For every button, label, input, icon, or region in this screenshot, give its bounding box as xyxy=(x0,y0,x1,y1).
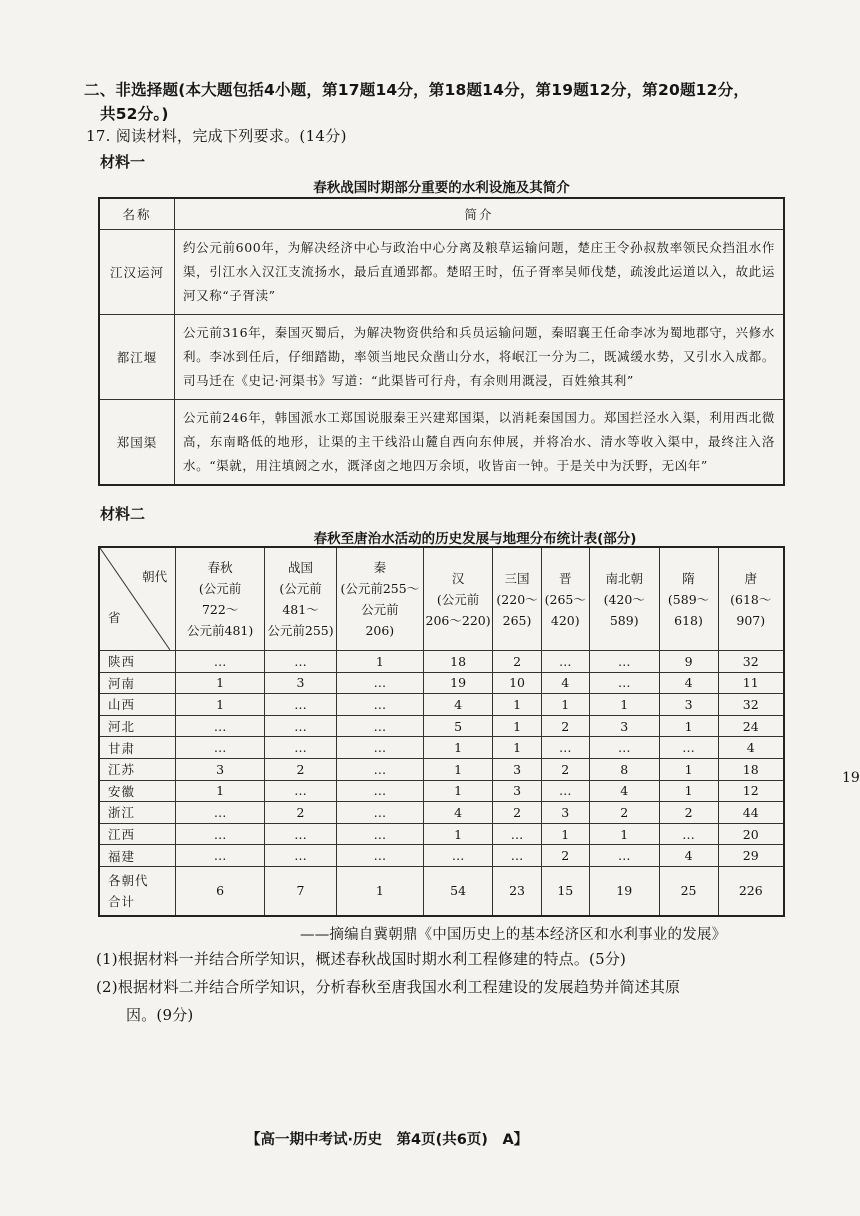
table1-header-row xyxy=(99,198,784,230)
table2-header-row xyxy=(99,547,784,651)
province-cell: 浙江 xyxy=(99,802,176,824)
count-cell: 5 xyxy=(423,715,493,737)
dynasty-header-line: 722～ xyxy=(201,602,239,617)
count-cell: 1 xyxy=(589,823,659,845)
total-cell: 54 xyxy=(423,866,493,916)
count-cell: … xyxy=(336,694,423,716)
table2-caption: 春秋至唐治水活动的历史发展与地理分布统计表(部分) xyxy=(313,531,637,547)
total-cell: 7 xyxy=(265,866,337,916)
dynasty-header-line: 战国 xyxy=(288,560,314,575)
section-heading-line2: 共52分。) xyxy=(100,105,169,123)
count-cell: 2 xyxy=(659,802,718,824)
table-row xyxy=(99,672,784,694)
table-row xyxy=(99,230,784,315)
count-cell: 18 xyxy=(718,758,784,780)
table-row xyxy=(99,780,784,802)
count-cell: … xyxy=(265,780,337,802)
count-cell: … xyxy=(176,737,265,759)
dynasty-header-line: 589) xyxy=(609,612,639,628)
count-cell: 44 xyxy=(718,802,784,824)
table-row xyxy=(99,845,784,867)
total-cell: 1 xyxy=(336,866,423,916)
corner-diagonal-line xyxy=(100,548,170,650)
dynasty-header-line: (420～ xyxy=(603,591,645,607)
count-cell: … xyxy=(336,758,423,780)
count-cell: 1 xyxy=(423,737,493,759)
dynasty-header-line: 907) xyxy=(736,612,766,628)
count-cell: 1 xyxy=(423,758,493,780)
total-cell: 23 xyxy=(493,866,541,916)
count-cell: … xyxy=(493,845,541,867)
dynasty-header xyxy=(493,547,541,651)
count-cell: … xyxy=(336,802,423,824)
dynasty-header-line: 晋 xyxy=(559,570,572,586)
dynasty-header xyxy=(336,547,423,651)
count-cell: 19 xyxy=(423,672,493,694)
count-cell: … xyxy=(176,823,265,845)
count-cell: … xyxy=(265,694,337,716)
table-row xyxy=(99,737,784,759)
province-cell: 河北 xyxy=(99,715,176,737)
count-cell: 20 xyxy=(718,823,784,845)
count-cell: 1 xyxy=(659,780,718,802)
count-cell: … xyxy=(589,737,659,759)
count-cell: … xyxy=(336,780,423,802)
province-cell: 甘肃 xyxy=(99,737,176,759)
count-cell: … xyxy=(541,737,589,759)
count-cell: 1 xyxy=(176,780,265,802)
section-heading xyxy=(84,78,799,126)
count-cell: 29 xyxy=(718,845,784,867)
total-cell: 15 xyxy=(541,866,589,916)
count-cell: … xyxy=(336,845,423,867)
count-cell: 2 xyxy=(493,802,541,824)
project-name: 江汉运河 xyxy=(99,230,175,315)
dynasty-header-line: (589～ xyxy=(667,591,710,607)
province-cell: 福建 xyxy=(99,845,176,867)
province-cell: 河南 xyxy=(99,672,176,694)
total-label-line: 各朝代 xyxy=(108,872,149,888)
dynasty-header xyxy=(265,547,337,651)
count-cell: 4 xyxy=(659,845,718,867)
page-footer: 【高一期中考试·历史 第4页(共6页) A】 xyxy=(246,1132,529,1148)
table-row xyxy=(99,802,784,824)
count-cell: 3 xyxy=(493,758,541,780)
count-cell: 4 xyxy=(659,672,718,694)
dynasty-header xyxy=(176,547,265,651)
count-cell: 1 xyxy=(493,737,541,759)
question-17: 17. 阅读材料，完成下列要求。(14分) xyxy=(86,127,347,145)
table-row xyxy=(99,758,784,780)
province-cell: 江西 xyxy=(99,823,176,845)
dynasty-header-line: 春秋 xyxy=(207,560,233,575)
dynasty-header-line: 206) xyxy=(365,623,395,638)
count-cell: 3 xyxy=(541,802,589,824)
count-cell: … xyxy=(423,845,493,867)
table-row xyxy=(99,694,784,716)
dynasty-header-line: 公元前255) xyxy=(267,623,334,638)
count-cell: 4 xyxy=(541,672,589,694)
table2-corner-cell xyxy=(99,547,176,651)
count-cell: … xyxy=(589,651,659,673)
dynasty-header xyxy=(659,547,718,651)
table1-header-name: 名称 xyxy=(99,198,175,230)
dynasty-header-line: (公元前 xyxy=(279,581,322,596)
table-row xyxy=(99,823,784,845)
count-cell: 4 xyxy=(423,802,493,824)
sub-question-1: (1)根据材料一并结合所学知识，概述春秋战国时期水利工程修建的特点。(5分) xyxy=(96,950,627,968)
count-cell: 1 xyxy=(541,823,589,845)
count-cell: 3 xyxy=(589,715,659,737)
count-cell: 2 xyxy=(541,845,589,867)
count-cell: 8 xyxy=(589,758,659,780)
count-cell: … xyxy=(336,672,423,694)
count-cell: 9 xyxy=(659,651,718,673)
table-water-projects xyxy=(98,197,785,486)
source-citation: ——摘编自冀朝鼎《中国历史上的基本经济区和水利事业的发展》 xyxy=(300,927,727,943)
dynasty-header-line: 秦 xyxy=(373,560,387,575)
count-cell: 24 xyxy=(718,715,784,737)
dynasty-header-line: (265～ xyxy=(544,591,586,607)
count-cell: 4 xyxy=(718,737,784,759)
table-water-statistics xyxy=(98,546,785,917)
dynasty-header-line: 南北朝 xyxy=(605,570,643,586)
count-cell: … xyxy=(265,737,337,759)
material-two-label: 材料二 xyxy=(100,505,146,523)
dynasty-header-line: 公元前 xyxy=(361,602,399,617)
dynasty-header-line: 265) xyxy=(502,612,532,628)
count-cell: … xyxy=(541,780,589,802)
project-description: 约公元前600年，为解决经济中心与政治中心分离及粮草运输问题，楚庄王令孙叔敖率领民众挡沮水作渠，引江水入汉江支流扬水，最后直通郢都。楚昭王时，伍子胥率吴师伐楚，疏浚此运道以入，故此运河又称“子胥渎” xyxy=(175,230,785,315)
dynasty-header-line: 481～ xyxy=(282,602,319,617)
dynasty-header-line: (公元前 xyxy=(198,581,242,596)
province-cell: 山西 xyxy=(99,694,176,716)
count-cell: 4 xyxy=(589,780,659,802)
count-cell: 2 xyxy=(265,802,337,824)
dynasty-header-line: 618) xyxy=(674,612,703,628)
material-one-label: 材料一 xyxy=(100,153,146,171)
count-cell: 3 xyxy=(265,672,337,694)
project-description: 公元前246年，韩国派水工郑国说服秦王兴建郑国渠，以消耗秦国国力。郑国拦泾水入渠，利用西北微高，东南略低的地形，让渠的主干线沿山麓自西向东伸展，并将冶水、清水等收入渠中，最终注入洛水。“渠就，用注填阏之水，溉泽卤之地四万余顷，收皆亩一钟。于是关中为沃野，无凶年” xyxy=(175,400,785,486)
count-cell: … xyxy=(589,672,659,694)
total-label xyxy=(99,866,176,916)
count-cell: … xyxy=(176,715,265,737)
total-cell: 25 xyxy=(659,866,718,916)
total-cell: 226 xyxy=(718,866,784,916)
project-name: 都江堰 xyxy=(99,315,175,400)
count-cell: … xyxy=(336,737,423,759)
province-cell: 陕西 xyxy=(99,651,176,673)
section-heading-line1: 二、非选择题(本大题包括4小题，第17题14分，第18题14分，第19题12分，第20题12分， xyxy=(84,81,750,99)
dynasty-header xyxy=(541,547,589,651)
corner-dynasty-label: 朝代 xyxy=(142,569,168,584)
dynasty-header-line: 唐 xyxy=(744,570,758,586)
count-cell: … xyxy=(659,823,718,845)
count-cell: 1 xyxy=(176,672,265,694)
dynasty-header xyxy=(718,547,784,651)
count-cell: 1 xyxy=(589,694,659,716)
count-cell: 2 xyxy=(589,802,659,824)
count-cell: … xyxy=(336,715,423,737)
count-cell: … xyxy=(265,845,337,867)
count-cell: … xyxy=(659,737,718,759)
count-cell: 1 xyxy=(493,694,541,716)
total-label-line: 合计 xyxy=(108,893,136,909)
dynasty-header-line: 206～220) xyxy=(425,612,491,628)
count-cell: 2 xyxy=(265,758,337,780)
count-cell: 10 xyxy=(493,672,541,694)
table-row xyxy=(99,651,784,673)
count-cell: 1 xyxy=(493,715,541,737)
corner-province-label: 省 xyxy=(108,610,121,625)
table-row xyxy=(99,400,784,486)
count-cell: 2 xyxy=(493,651,541,673)
count-cell: 1 xyxy=(423,780,493,802)
count-cell: … xyxy=(176,845,265,867)
total-row xyxy=(99,866,784,916)
count-cell: 1 xyxy=(659,715,718,737)
count-cell: … xyxy=(493,823,541,845)
sub-question-2-line1: (2)根据材料二并结合所学知识，分析春秋至唐我国水利工程建设的发展趋势并简述其原 xyxy=(96,978,681,996)
dynasty-header xyxy=(423,547,493,651)
count-cell: … xyxy=(265,823,337,845)
dynasty-header-line: 三国 xyxy=(504,570,530,586)
count-cell: 4 xyxy=(423,694,493,716)
province-cell: 江苏 xyxy=(99,758,176,780)
sub-question-2-line2: 因。(9分) xyxy=(126,1006,194,1024)
count-cell: 11 xyxy=(718,672,784,694)
count-cell: … xyxy=(541,651,589,673)
count-cell: … xyxy=(336,823,423,845)
count-cell: 3 xyxy=(659,694,718,716)
count-cell: … xyxy=(176,802,265,824)
count-cell: … xyxy=(265,715,337,737)
count-cell: 1 xyxy=(541,694,589,716)
count-cell: 12 xyxy=(718,780,784,802)
count-cell: … xyxy=(176,651,265,673)
side-page-number: 19 xyxy=(842,770,860,786)
count-cell: 18 xyxy=(423,651,493,673)
total-cell: 6 xyxy=(176,866,265,916)
table-row xyxy=(99,315,784,400)
count-cell: … xyxy=(265,651,337,673)
count-cell: … xyxy=(589,845,659,867)
dynasty-header-line: 420) xyxy=(550,612,580,628)
count-cell: 2 xyxy=(541,758,589,780)
dynasty-header-line: (公元前 xyxy=(436,591,480,607)
project-name: 郑国渠 xyxy=(99,400,175,486)
count-cell: 32 xyxy=(718,651,784,673)
dynasty-header-line: 隋 xyxy=(682,570,695,586)
sub-question-2 xyxy=(96,973,786,1029)
count-cell: 3 xyxy=(493,780,541,802)
count-cell: 1 xyxy=(176,694,265,716)
count-cell: 1 xyxy=(423,823,493,845)
dynasty-header-line: (公元前255～ xyxy=(340,581,420,596)
count-cell: 2 xyxy=(541,715,589,737)
count-cell: 1 xyxy=(659,758,718,780)
table1-caption: 春秋战国时期部分重要的水利设施及其简介 xyxy=(313,180,570,196)
dynasty-header-line: (618～ xyxy=(730,591,772,607)
count-cell: 3 xyxy=(176,758,265,780)
dynasty-header-line: 公元前481) xyxy=(187,623,254,638)
dynasty-header-line: (220～ xyxy=(496,591,538,607)
count-cell: 32 xyxy=(718,694,784,716)
table1-header-desc: 简介 xyxy=(175,198,785,230)
dynasty-header xyxy=(589,547,659,651)
project-description: 公元前316年，秦国灭蜀后，为解决物资供给和兵员运输问题，秦昭襄王任命李冰为蜀地郡守，兴修水利。李冰到任后，仔细踏勘，率领当地民众凿山分水，将岷江一分为二，既减缓水势，又引水入成都。司马迁在《史记·河渠书》写道：“此渠皆可行舟，有余则用溉浸，百姓飨其利” xyxy=(175,315,785,400)
dynasty-header-line: 汉 xyxy=(451,570,465,586)
table-row xyxy=(99,715,784,737)
province-cell: 安徽 xyxy=(99,780,176,802)
total-cell: 19 xyxy=(589,866,659,916)
count-cell: 1 xyxy=(336,651,423,673)
